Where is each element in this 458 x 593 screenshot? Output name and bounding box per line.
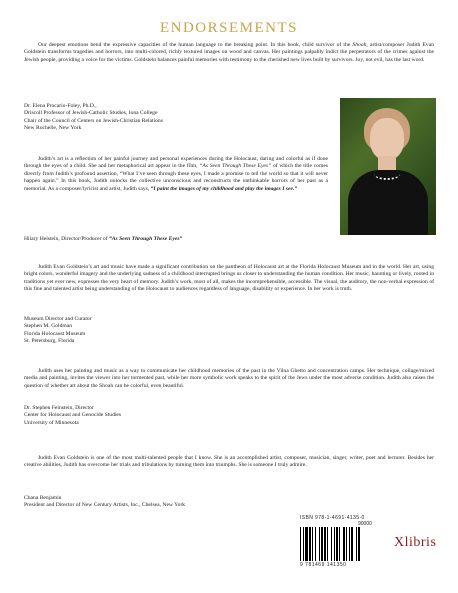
sig-line: New Rochelle, New York	[24, 125, 82, 132]
p2-quote: “I paint the images of my childhood and play the images I see.”	[150, 185, 298, 192]
sig-line: Chair of the Council of Centers on Jewish-Christian Relations	[24, 117, 163, 124]
page-title: ENDORSEMENTS	[159, 20, 298, 36]
intro-text-start: Our deepest emotions bend the expressive capacities of the human language to the breaking point. In this book, child survivor of the	[38, 42, 353, 48]
endorsement-3-paragraph: Judith Evan Goldstein’s art and music have made a significant contribution on the pantheon of Holocaust art at the Florida Holocaust Museum and in the world. Her art, using bright colors, wonderful imagery and the underlying sadness of a childhood interrupted brings us closer to understanding the human condition. Her music, haunting or lively, rooted in traditions yet ever new, expresses the very heart of memory. Judith’s work, most of all, makes the incomprehensible, accessible. The visual, the auditory, the non-verbal expression of this fine and talented artist being understanding of the Holocaust to audiences regardless of language, disability or experience. In her work is truth.	[24, 264, 434, 293]
sig-line: Stephen M. Goldman	[24, 323, 73, 330]
barcode-digits: 9 781469 141350	[300, 562, 347, 568]
sig2-name: Hilary Helstein, Director/Producer of	[24, 236, 109, 242]
sig-line: President and Director of New Century Artists, Inc., Chelsea, New York	[24, 502, 186, 509]
sig-line: Chana Benjamin	[24, 495, 62, 501]
sig-line: Florida Holocaust Museum	[24, 330, 86, 337]
sig-line: Center for Holocaust and Genocide Studies	[24, 412, 122, 419]
endorser-1-signature	[24, 103, 163, 133]
endorser-4-signature	[24, 405, 121, 427]
isbn-barcode	[300, 515, 386, 569]
intro-paragraph	[24, 42, 434, 64]
p2-film-title: “As Seen Through These Eyes”	[199, 163, 272, 170]
p2-text-b: of which the title comes directly from Judith’s profound assertion, “What I’ve seen through these eyes, I made a promise to tell the world so that it will never happen again.” In this book, Judith unlocks the collective unconscious and reconstructs the unthinkable horrors of her past as a memorial. As a composer/lyricist and artist, Judith says,	[24, 163, 328, 192]
endorsement-4-paragraph: Judith uses her painting and music as a way to communicate her childhood memories of the past in the Vilna Ghetto and concentration camps. Her technique, collage/mixed media and painting, invites the viewer into her tormented past, while her more symbolic work speaks to the spirit of the Jews under the most adverse condition. Judith also raises the question of whether art about the Shoah can be colorful, even beautiful.	[24, 368, 434, 389]
endorsement-2-paragraph	[24, 156, 328, 193]
endorser-5-signature	[24, 495, 185, 510]
sig-line: Dr. Elena Procario-Foley, Ph.D.,	[24, 103, 97, 109]
sig2-film-title: “As Seen Through These Eyes”	[108, 236, 183, 242]
intro-italic-term: Shoah,	[352, 42, 368, 48]
isbn-label: ISBN 978-1-4691-4135-0	[300, 515, 365, 521]
sig-line: St. Petersburg, Florida	[24, 338, 75, 345]
endorser-3-signature	[24, 316, 92, 346]
barcode-bars	[300, 527, 384, 561]
sig-line: Museum Director and Curator	[24, 316, 92, 322]
sig-line: Driscoll Professor of Jewish-Catholic Studies, Iona College	[24, 110, 158, 117]
price-code: 90000	[358, 521, 372, 527]
intro-text-end: artist/composer Judith Evan Goldstein transforms tragedies and horrors, into multi-colored, richly textured images on wood and canvas. Her paintings palpably indict the perpetrators of the crimes against the Jewish people, providing a voice for the victims. Goldstein balances painful memories with testimony to the cherished new lives built by survivors. Joy, not evil, has the last word.	[24, 42, 434, 63]
endorsement-5-paragraph: Judith Evan Goldstein is one of the most multi-talented people that I know. She is an accomplished artist, composer, musician, singer, writer, poet and lecturer. Besides her creative abilities, Judith has overcome her trials and tribulations by turning them into triumphs. She is someone I truly admire.	[24, 455, 434, 469]
publisher-logo: Xlibris	[394, 535, 437, 550]
sig-line: Dr. Stephen Feinstein, Director	[24, 405, 94, 411]
sig-line: University of Minnesota	[24, 419, 79, 426]
author-photo	[340, 98, 436, 235]
endorser-2-signature	[24, 236, 182, 243]
p2-text-a: Judith’s art is a reflection of her painful journey and personal experiences during the Holocaust, daring and colorful as if done through the eyes of a child. She and her metaphorical art appear in the film,	[24, 156, 328, 170]
